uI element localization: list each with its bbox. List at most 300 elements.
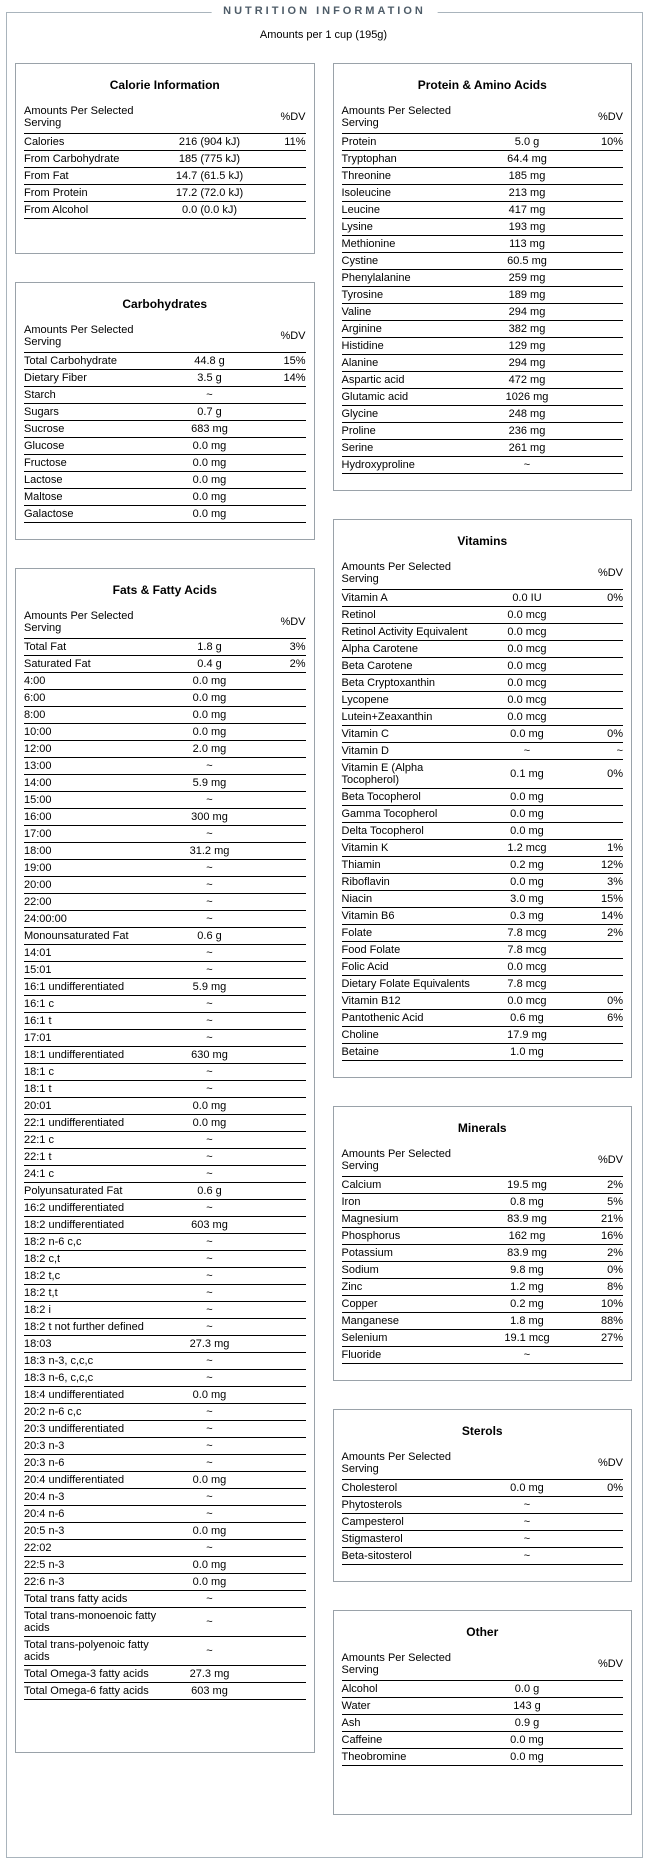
nutrient-row xyxy=(24,741,306,758)
nutrient-amount: 0.0 mg xyxy=(158,1472,262,1489)
nutrient-row xyxy=(342,321,624,338)
nutrient-row xyxy=(342,1681,624,1698)
nutrient-row xyxy=(342,1497,624,1514)
nutrient-row xyxy=(342,874,624,891)
nutrient-row xyxy=(342,1010,624,1027)
nutrient-name: Aspartic acid xyxy=(342,372,476,389)
nutrient-amount: ~ xyxy=(158,1234,262,1251)
nutrient-amount: 113 mg xyxy=(475,236,579,253)
nutrient-row xyxy=(342,389,624,406)
nutrient-amount: 216 (904 kJ) xyxy=(158,134,262,151)
nutrient-row xyxy=(24,1472,306,1489)
nutrient-dv xyxy=(262,758,306,775)
table-header-row xyxy=(342,1649,624,1681)
nutrient-name: From Protein xyxy=(24,185,158,202)
nutrient-amount: 143 g xyxy=(475,1698,579,1715)
nutrient-row xyxy=(24,1166,306,1183)
nutrient-amount: 0.0 mg xyxy=(158,673,262,690)
nutrient-dv xyxy=(262,1421,306,1438)
nutrient-name: 18:2 i xyxy=(24,1302,158,1319)
nutrient-name: 14:01 xyxy=(24,945,158,962)
amount-header-spacer xyxy=(158,321,262,353)
panel-legend-title: NUTRITION INFORMATION xyxy=(211,5,438,17)
nutrient-name: Total trans-polyenoic fatty acids xyxy=(24,1637,158,1666)
nutrient-amount: 0.0 mg xyxy=(475,1480,579,1497)
nutrient-row xyxy=(342,185,624,202)
table-header-row xyxy=(342,102,624,134)
dv-header-label: %DV xyxy=(262,607,306,639)
nutrient-dv xyxy=(579,1698,623,1715)
nutrient-dv xyxy=(262,1683,306,1700)
nutrient-amount: 0.0 mg xyxy=(475,1732,579,1749)
nutrient-row xyxy=(342,1330,624,1347)
nutrient-row xyxy=(342,692,624,709)
nutrient-name: 6:00 xyxy=(24,690,158,707)
nutrient-row xyxy=(24,1030,306,1047)
nutrient-dv: 3% xyxy=(579,874,623,891)
nutrient-row xyxy=(24,1438,306,1455)
nutrient-name: 20:4 n-3 xyxy=(24,1489,158,1506)
nutrient-name: Beta Tocopherol xyxy=(342,789,476,806)
nutrient-row xyxy=(342,1514,624,1531)
nutrient-table xyxy=(24,607,306,1700)
nutrient-row xyxy=(24,656,306,673)
nutrient-dv xyxy=(579,624,623,641)
nutrient-dv xyxy=(262,826,306,843)
nutrient-row xyxy=(342,1245,624,1262)
nutrient-name: 22:6 n-3 xyxy=(24,1574,158,1591)
nutrient-dv xyxy=(579,219,623,236)
nutrient-row xyxy=(342,1347,624,1364)
nutrient-dv xyxy=(579,607,623,624)
nutrient-row xyxy=(24,792,306,809)
nutrient-row xyxy=(342,976,624,993)
nutrient-dv xyxy=(262,775,306,792)
nutrient-row xyxy=(342,1732,624,1749)
nutrient-row xyxy=(24,877,306,894)
nutrient-name: Iron xyxy=(342,1194,476,1211)
nutrient-row xyxy=(24,1081,306,1098)
nutrient-dv: 0% xyxy=(579,760,623,789)
nutrient-dv xyxy=(579,1715,623,1732)
nutrient-name: Caffeine xyxy=(342,1732,476,1749)
nutrient-dv: 15% xyxy=(579,891,623,908)
nutrient-amount: ~ xyxy=(158,1030,262,1047)
serving-size-subtitle: Amounts per 1 cup (195g) xyxy=(259,29,388,41)
nutrient-row xyxy=(342,908,624,925)
nutrient-name: 17:01 xyxy=(24,1030,158,1047)
nutrient-dv xyxy=(262,1540,306,1557)
section-title: Fats & Fatty Acids xyxy=(112,583,217,597)
nutrient-name: 16:1 t xyxy=(24,1013,158,1030)
nutrient-row xyxy=(342,304,624,321)
nutrient-name: Vitamin B6 xyxy=(342,908,476,925)
nutrient-amount: 3.0 mg xyxy=(475,891,579,908)
nutrient-name: Selenium xyxy=(342,1330,476,1347)
nutrient-row xyxy=(24,1455,306,1472)
nutrient-amount: 19.5 mg xyxy=(475,1177,579,1194)
nutrient-dv xyxy=(262,928,306,945)
nutrient-amount: 189 mg xyxy=(475,287,579,304)
nutrient-name: 20:01 xyxy=(24,1098,158,1115)
nutrient-row xyxy=(342,1177,624,1194)
nutrient-name: From Fat xyxy=(24,168,158,185)
nutrient-row xyxy=(342,1194,624,1211)
nutrient-row xyxy=(24,1183,306,1200)
nutrient-amount: 259 mg xyxy=(475,270,579,287)
nutrient-row xyxy=(24,1666,306,1683)
nutrient-amount: 185 mg xyxy=(475,168,579,185)
nutrient-table xyxy=(24,102,306,219)
serving-header-label: Amounts Per Selected Serving xyxy=(24,607,158,639)
nutrient-amount: 1026 mg xyxy=(475,389,579,406)
nutrient-amount: 193 mg xyxy=(475,219,579,236)
nutrient-amount: 1.2 mg xyxy=(475,1279,579,1296)
nutrient-name: Total Omega-3 fatty acids xyxy=(24,1666,158,1683)
nutrient-amount: ~ xyxy=(158,1353,262,1370)
nutrient-row xyxy=(24,928,306,945)
nutrient-dv xyxy=(262,1353,306,1370)
nutrient-amount: 31.2 mg xyxy=(158,843,262,860)
nutrient-dv xyxy=(262,1217,306,1234)
nutrient-amount: ~ xyxy=(158,792,262,809)
nutrient-row xyxy=(342,287,624,304)
nutrient-row xyxy=(24,979,306,996)
nutrient-amount: ~ xyxy=(158,1064,262,1081)
nutrient-amount: ~ xyxy=(475,1514,579,1531)
nutrient-name: 16:1 undifferentiated xyxy=(24,979,158,996)
serving-header-label: Amounts Per Selected Serving xyxy=(342,558,476,590)
nutrient-dv: 0% xyxy=(579,1480,623,1497)
nutrient-row xyxy=(24,1098,306,1115)
nutrient-row xyxy=(342,641,624,658)
nutrient-amount: 0.0 mg xyxy=(158,707,262,724)
nutrient-name: 18:4 undifferentiated xyxy=(24,1387,158,1404)
nutrient-row xyxy=(342,338,624,355)
nutrient-amount: ~ xyxy=(158,1506,262,1523)
nutrient-name: Saturated Fat xyxy=(24,656,158,673)
nutrient-row xyxy=(24,1353,306,1370)
nutrient-amount: 0.0 mg xyxy=(158,1387,262,1404)
nutrient-amount: 0.0 mg xyxy=(158,438,262,455)
nutrient-amount: 185 (775 kJ) xyxy=(158,151,262,168)
nutrient-name: Manganese xyxy=(342,1313,476,1330)
nutrient-dv: 11% xyxy=(262,134,306,151)
nutrient-dv xyxy=(262,1472,306,1489)
nutrient-dv xyxy=(262,809,306,826)
nutrient-amount: 0.4 g xyxy=(158,656,262,673)
nutrient-name: 20:3 undifferentiated xyxy=(24,1421,158,1438)
nutrient-amount: 0.8 mg xyxy=(475,1194,579,1211)
nutrient-name: Betaine xyxy=(342,1044,476,1061)
nutrient-name: Proline xyxy=(342,423,476,440)
nutrient-section-box xyxy=(333,1409,633,1582)
nutrient-dv xyxy=(579,185,623,202)
nutrient-name: 17:00 xyxy=(24,826,158,843)
nutrient-row xyxy=(24,1591,306,1608)
nutrient-row xyxy=(342,840,624,857)
nutrient-name: 18:3 n-3, c,c,c xyxy=(24,1353,158,1370)
nutrient-row xyxy=(24,455,306,472)
nutrient-dv xyxy=(262,1404,306,1421)
nutrient-amount: 0.2 mg xyxy=(475,857,579,874)
nutrient-amount: 17.2 (72.0 kJ) xyxy=(158,185,262,202)
nutrient-name: 22:5 n-3 xyxy=(24,1557,158,1574)
nutrient-row xyxy=(24,894,306,911)
nutrient-dv: 0% xyxy=(579,993,623,1010)
nutrient-dv xyxy=(262,792,306,809)
nutrient-dv xyxy=(262,1234,306,1251)
nutrient-amount: ~ xyxy=(158,826,262,843)
nutrient-amount: ~ xyxy=(158,1489,262,1506)
nutrient-dv xyxy=(579,959,623,976)
nutrient-table xyxy=(342,102,624,474)
nutrient-name: 19:00 xyxy=(24,860,158,877)
nutrient-name: Retinol xyxy=(342,607,476,624)
nutrient-row xyxy=(24,1064,306,1081)
nutrient-name: 22:1 t xyxy=(24,1149,158,1166)
nutrient-dv xyxy=(262,185,306,202)
nutrient-dv xyxy=(262,1438,306,1455)
nutrient-amount: ~ xyxy=(158,1370,262,1387)
nutrient-name: 18:2 t,c xyxy=(24,1268,158,1285)
nutrient-row xyxy=(24,1637,306,1666)
dv-header-label: %DV xyxy=(579,1448,623,1480)
nutrient-dv xyxy=(262,1251,306,1268)
nutrient-row xyxy=(24,1387,306,1404)
nutrient-name: Total trans fatty acids xyxy=(24,1591,158,1608)
nutrient-row xyxy=(342,1211,624,1228)
nutrient-dv: 8% xyxy=(579,1279,623,1296)
nutrient-row xyxy=(24,421,306,438)
nutrient-amount: ~ xyxy=(475,1548,579,1565)
nutrient-dv xyxy=(262,894,306,911)
nutrition-panel xyxy=(6,5,643,1858)
nutrient-dv xyxy=(579,457,623,474)
nutrient-amount: 0.6 g xyxy=(158,1183,262,1200)
nutrient-amount: 27.3 mg xyxy=(158,1336,262,1353)
nutrient-name: Monounsaturated Fat xyxy=(24,928,158,945)
nutrient-name: Fluoride xyxy=(342,1347,476,1364)
nutrient-amount: ~ xyxy=(158,996,262,1013)
nutrient-dv xyxy=(262,387,306,404)
section-title: Vitamins xyxy=(457,534,508,548)
nutrient-dv xyxy=(262,455,306,472)
nutrient-amount: 603 mg xyxy=(158,1217,262,1234)
nutrient-name: Beta Cryptoxanthin xyxy=(342,675,476,692)
nutrient-row xyxy=(24,1608,306,1637)
nutrient-name: 20:3 n-6 xyxy=(24,1455,158,1472)
nutrient-dv xyxy=(262,911,306,928)
nutrient-amount: 7.8 mcg xyxy=(475,925,579,942)
nutrient-row xyxy=(342,372,624,389)
nutrient-name: Maltose xyxy=(24,489,158,506)
nutrient-name: 20:00 xyxy=(24,877,158,894)
nutrient-dv xyxy=(262,1132,306,1149)
nutrient-name: 22:02 xyxy=(24,1540,158,1557)
serving-header-label: Amounts Per Selected Serving xyxy=(342,102,476,134)
nutrient-name: Folic Acid xyxy=(342,959,476,976)
nutrient-amount: 5.9 mg xyxy=(158,775,262,792)
nutrient-name: Copper xyxy=(342,1296,476,1313)
nutrient-section-box xyxy=(15,568,315,1753)
nutrient-dv xyxy=(579,151,623,168)
nutrient-name: Protein xyxy=(342,134,476,151)
nutrient-name: Campesterol xyxy=(342,1514,476,1531)
nutrient-dv: 0% xyxy=(579,726,623,743)
nutrient-row xyxy=(24,151,306,168)
nutrient-amount: 294 mg xyxy=(475,304,579,321)
table-header-row xyxy=(342,1145,624,1177)
nutrient-amount: ~ xyxy=(158,387,262,404)
nutrient-name: 20:4 undifferentiated xyxy=(24,1472,158,1489)
nutrient-table xyxy=(342,1448,624,1565)
nutrient-name: 22:1 undifferentiated xyxy=(24,1115,158,1132)
nutrient-dv xyxy=(579,406,623,423)
nutrient-dv: ~ xyxy=(579,743,623,760)
nutrient-dv xyxy=(579,1514,623,1531)
nutrient-amount: 0.0 mg xyxy=(158,690,262,707)
nutrient-dv xyxy=(262,1047,306,1064)
nutrient-amount: 0.0 mcg xyxy=(475,959,579,976)
nutrient-amount: ~ xyxy=(475,457,579,474)
nutrient-amount: ~ xyxy=(158,1421,262,1438)
nutrient-amount: 1.0 mg xyxy=(475,1044,579,1061)
nutrient-amount: ~ xyxy=(158,1637,262,1666)
nutrient-row xyxy=(24,758,306,775)
nutrient-row xyxy=(24,185,306,202)
nutrient-row xyxy=(342,1279,624,1296)
table-header-row xyxy=(24,102,306,134)
nutrient-row xyxy=(342,1480,624,1497)
nutrient-name: Retinol Activity Equivalent xyxy=(342,624,476,641)
nutrient-row xyxy=(342,457,624,474)
nutrient-dv: 2% xyxy=(579,1245,623,1262)
nutrient-name: Gamma Tocopherol xyxy=(342,806,476,823)
nutrient-name: Water xyxy=(342,1698,476,1715)
nutrient-dv xyxy=(262,1489,306,1506)
nutrient-amount: ~ xyxy=(158,1591,262,1608)
dv-header-label: %DV xyxy=(262,321,306,353)
nutrient-row xyxy=(24,1489,306,1506)
nutrient-row xyxy=(342,1027,624,1044)
nutrient-amount: ~ xyxy=(158,877,262,894)
amount-header-spacer xyxy=(475,558,579,590)
nutrient-amount: 7.8 mcg xyxy=(475,942,579,959)
nutrient-amount: 44.8 g xyxy=(158,353,262,370)
nutrient-amount: 0.0 mg xyxy=(158,472,262,489)
nutrient-row xyxy=(24,1149,306,1166)
nutrient-name: 16:2 undifferentiated xyxy=(24,1200,158,1217)
nutrient-row xyxy=(342,1296,624,1313)
nutrient-amount: 382 mg xyxy=(475,321,579,338)
nutrient-name: Arginine xyxy=(342,321,476,338)
nutrient-name: Polyunsaturated Fat xyxy=(24,1183,158,1200)
nutrient-row xyxy=(342,202,624,219)
nutrient-row xyxy=(24,404,306,421)
nutrient-row xyxy=(24,1234,306,1251)
nutrient-dv xyxy=(262,1285,306,1302)
nutrient-dv xyxy=(262,1030,306,1047)
nutrient-dv xyxy=(262,1149,306,1166)
nutrient-amount: ~ xyxy=(475,1531,579,1548)
nutrient-amount: 27.3 mg xyxy=(158,1666,262,1683)
nutrient-name: 18:2 undifferentiated xyxy=(24,1217,158,1234)
nutrient-amount: 0.0 mcg xyxy=(475,624,579,641)
nutrient-dv xyxy=(262,1608,306,1637)
nutrient-name: 18:2 t,t xyxy=(24,1285,158,1302)
nutrient-row xyxy=(24,996,306,1013)
nutrient-dv xyxy=(262,1115,306,1132)
nutrient-dv xyxy=(262,506,306,523)
nutrient-dv xyxy=(262,1319,306,1336)
nutrient-name: Sugars xyxy=(24,404,158,421)
nutrient-row xyxy=(342,857,624,874)
nutrient-dv xyxy=(262,690,306,707)
nutrient-amount: 0.0 mcg xyxy=(475,993,579,1010)
nutrient-name: Zinc xyxy=(342,1279,476,1296)
nutrient-amount: ~ xyxy=(158,945,262,962)
nutrient-row xyxy=(24,809,306,826)
nutrient-dv xyxy=(579,675,623,692)
nutrient-amount: 0.0 g xyxy=(475,1681,579,1698)
nutrient-amount: ~ xyxy=(158,1438,262,1455)
nutrient-dv xyxy=(579,1681,623,1698)
nutrient-name: Vitamin D xyxy=(342,743,476,760)
nutrient-name: Galactose xyxy=(24,506,158,523)
nutrient-name: 24:00:00 xyxy=(24,911,158,928)
nutrient-dv xyxy=(579,823,623,840)
nutrient-name: 18:2 n-6 c,c xyxy=(24,1234,158,1251)
nutrient-amount: 236 mg xyxy=(475,423,579,440)
nutrient-amount: ~ xyxy=(158,1302,262,1319)
nutrient-amount: ~ xyxy=(158,894,262,911)
nutrient-row xyxy=(24,962,306,979)
nutrient-row xyxy=(342,760,624,789)
nutrient-dv xyxy=(579,253,623,270)
nutrient-name: Sucrose xyxy=(24,421,158,438)
amount-header-spacer xyxy=(158,102,262,134)
nutrient-row xyxy=(24,707,306,724)
nutrient-name: 18:1 undifferentiated xyxy=(24,1047,158,1064)
nutrient-dv xyxy=(579,1497,623,1514)
nutrient-name: Dietary Folate Equivalents xyxy=(342,976,476,993)
nutrient-row xyxy=(24,1557,306,1574)
nutrient-name: Total Carbohydrate xyxy=(24,353,158,370)
nutrient-name: Vitamin K xyxy=(342,840,476,857)
nutrient-row xyxy=(24,843,306,860)
amount-header-spacer xyxy=(475,102,579,134)
nutrient-dv xyxy=(262,1268,306,1285)
nutrient-row xyxy=(24,472,306,489)
nutrient-row xyxy=(342,675,624,692)
nutrient-dv xyxy=(262,1200,306,1217)
nutrient-row xyxy=(24,438,306,455)
nutrient-amount: 0.0 (0.0 kJ) xyxy=(158,202,262,219)
nutrient-name: Riboflavin xyxy=(342,874,476,891)
nutrient-name: Thiamin xyxy=(342,857,476,874)
nutrient-amount: 1.2 mcg xyxy=(475,840,579,857)
nutrient-dv: 15% xyxy=(262,353,306,370)
nutrient-dv xyxy=(262,404,306,421)
nutrient-row xyxy=(342,658,624,675)
nutrient-amount: ~ xyxy=(475,1497,579,1514)
nutrient-row xyxy=(342,607,624,624)
nutrient-row xyxy=(342,1262,624,1279)
nutrient-name: 20:3 n-3 xyxy=(24,1438,158,1455)
nutrient-dv: 14% xyxy=(579,908,623,925)
nutrient-name: Niacin xyxy=(342,891,476,908)
